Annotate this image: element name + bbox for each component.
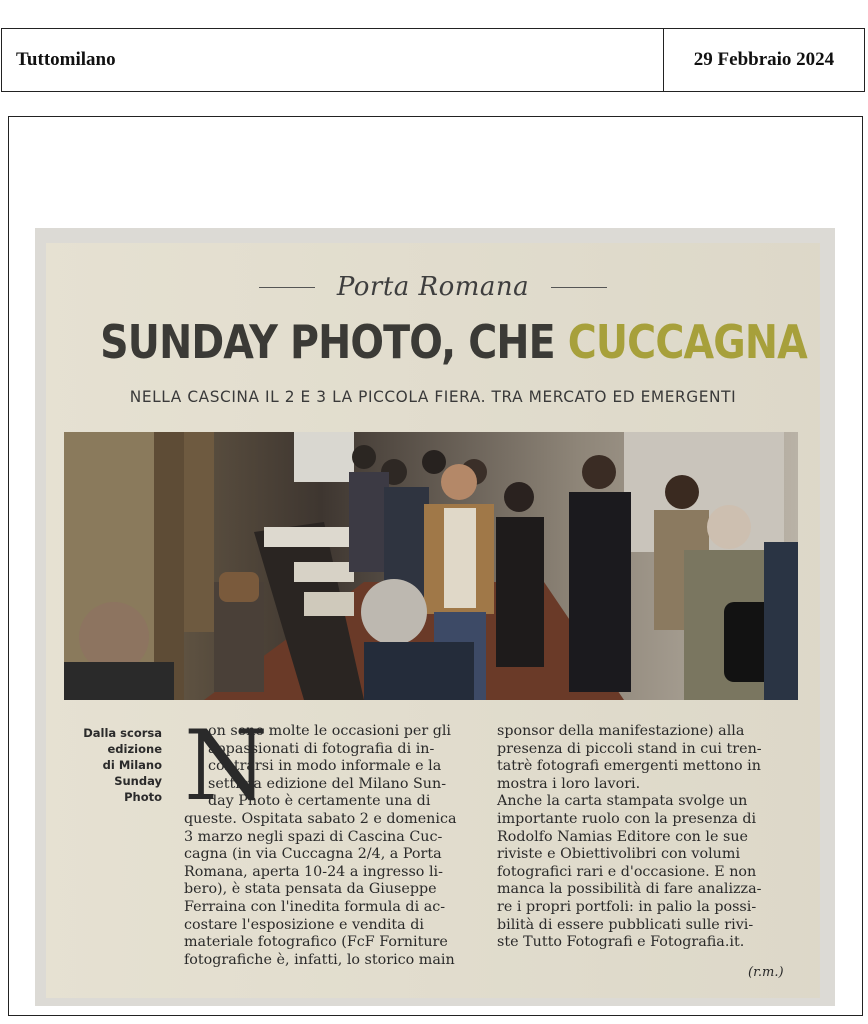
body-line: Ferraina con l'inedita formula di ac-: [184, 898, 446, 915]
article-photo: [64, 432, 798, 700]
body-line: re i propri portfoli: in palio la possi-: [497, 898, 757, 915]
kicker-rule-right: [551, 287, 607, 288]
caption-line: edizione: [107, 742, 162, 756]
body-line: importante ruolo con la presenza di: [497, 810, 757, 827]
drop-cap: N: [184, 710, 268, 822]
headline-highlight: CUCCAGNA: [567, 315, 807, 369]
publication-name: Tuttomilano: [16, 49, 116, 70]
photo-caption: [62, 725, 162, 805]
body-line: cagna (in via Cuccagna 2/4, a Porta: [184, 846, 442, 863]
body-line: contrarsi in modo informale e la: [208, 758, 442, 775]
newspaper-clipping: [46, 243, 820, 998]
body-line: appassionati di fotografia di in-: [208, 740, 435, 757]
body-line: on sono molte le occasioni per gli: [208, 723, 452, 739]
body-line: riviste e Obiettivolibri con volumi: [497, 846, 741, 863]
body-line: fotografici rari e d'occasione. E non: [497, 863, 757, 880]
headline: [100, 315, 807, 369]
kicker: Porta Romana: [336, 272, 530, 302]
body-line: bilità di essere pubblicati sulle rivi-: [497, 916, 754, 933]
caption-line: di Milano: [102, 758, 162, 772]
body-line: queste. Ospitata sabato 2 e domenica: [184, 810, 457, 827]
author-signature: (r.m.): [748, 965, 784, 980]
caption-line: Photo: [124, 790, 162, 804]
body-line: fotografiche è, infatti, lo storico main: [184, 951, 455, 968]
caption-line: Dalla scorsa: [83, 726, 162, 740]
body-line: 3 marzo negli spazi di Cascina Cuc-: [184, 828, 443, 845]
kicker-rule-left: [259, 287, 315, 288]
publication-date: 29 Febbraio 2024: [663, 29, 864, 91]
body-column-2: [497, 723, 797, 952]
kicker-row: [46, 267, 820, 307]
body-line: sponsor della manifestazione) alla: [497, 723, 745, 739]
body-line: tatrè fotografi emergenti mettono in: [497, 758, 761, 775]
body-line: day Photo è certamente una di: [208, 793, 431, 810]
body-line: bero), è stata pensata da Giuseppe: [184, 881, 437, 898]
headline-main: SUNDAY PHOTO, CHE: [100, 315, 568, 369]
body-line: presenza di piccoli stand in cui tren-: [497, 740, 762, 757]
body-line: Romana, aperta 10-24 a ingresso li-: [184, 863, 443, 880]
body-line: mostra i loro lavori.: [497, 775, 641, 792]
body-line: settima edizione del Milano Sun-: [208, 775, 447, 792]
body-line: manca la possibilità di fare analizza-: [497, 881, 762, 898]
body-column-1: [184, 710, 484, 969]
body-line: Rodolfo Namias Editore con le sue: [497, 828, 749, 845]
document-header: [1, 28, 865, 92]
body-line: costare l'esposizione e vendita di: [184, 916, 424, 933]
body-line: Anche la carta stampata svolge un: [497, 793, 748, 810]
subhead: NELLA CASCINA IL 2 E 3 LA PICCOLA FIERA. TRA MERCATO ED EMERGENTI: [129, 387, 737, 406]
body-line: ste Tutto Fotografi e Fotografia.it.: [497, 934, 745, 951]
body-line: materiale fotografico (FcF Forniture: [184, 934, 448, 951]
caption-line: Sunday: [114, 774, 162, 788]
